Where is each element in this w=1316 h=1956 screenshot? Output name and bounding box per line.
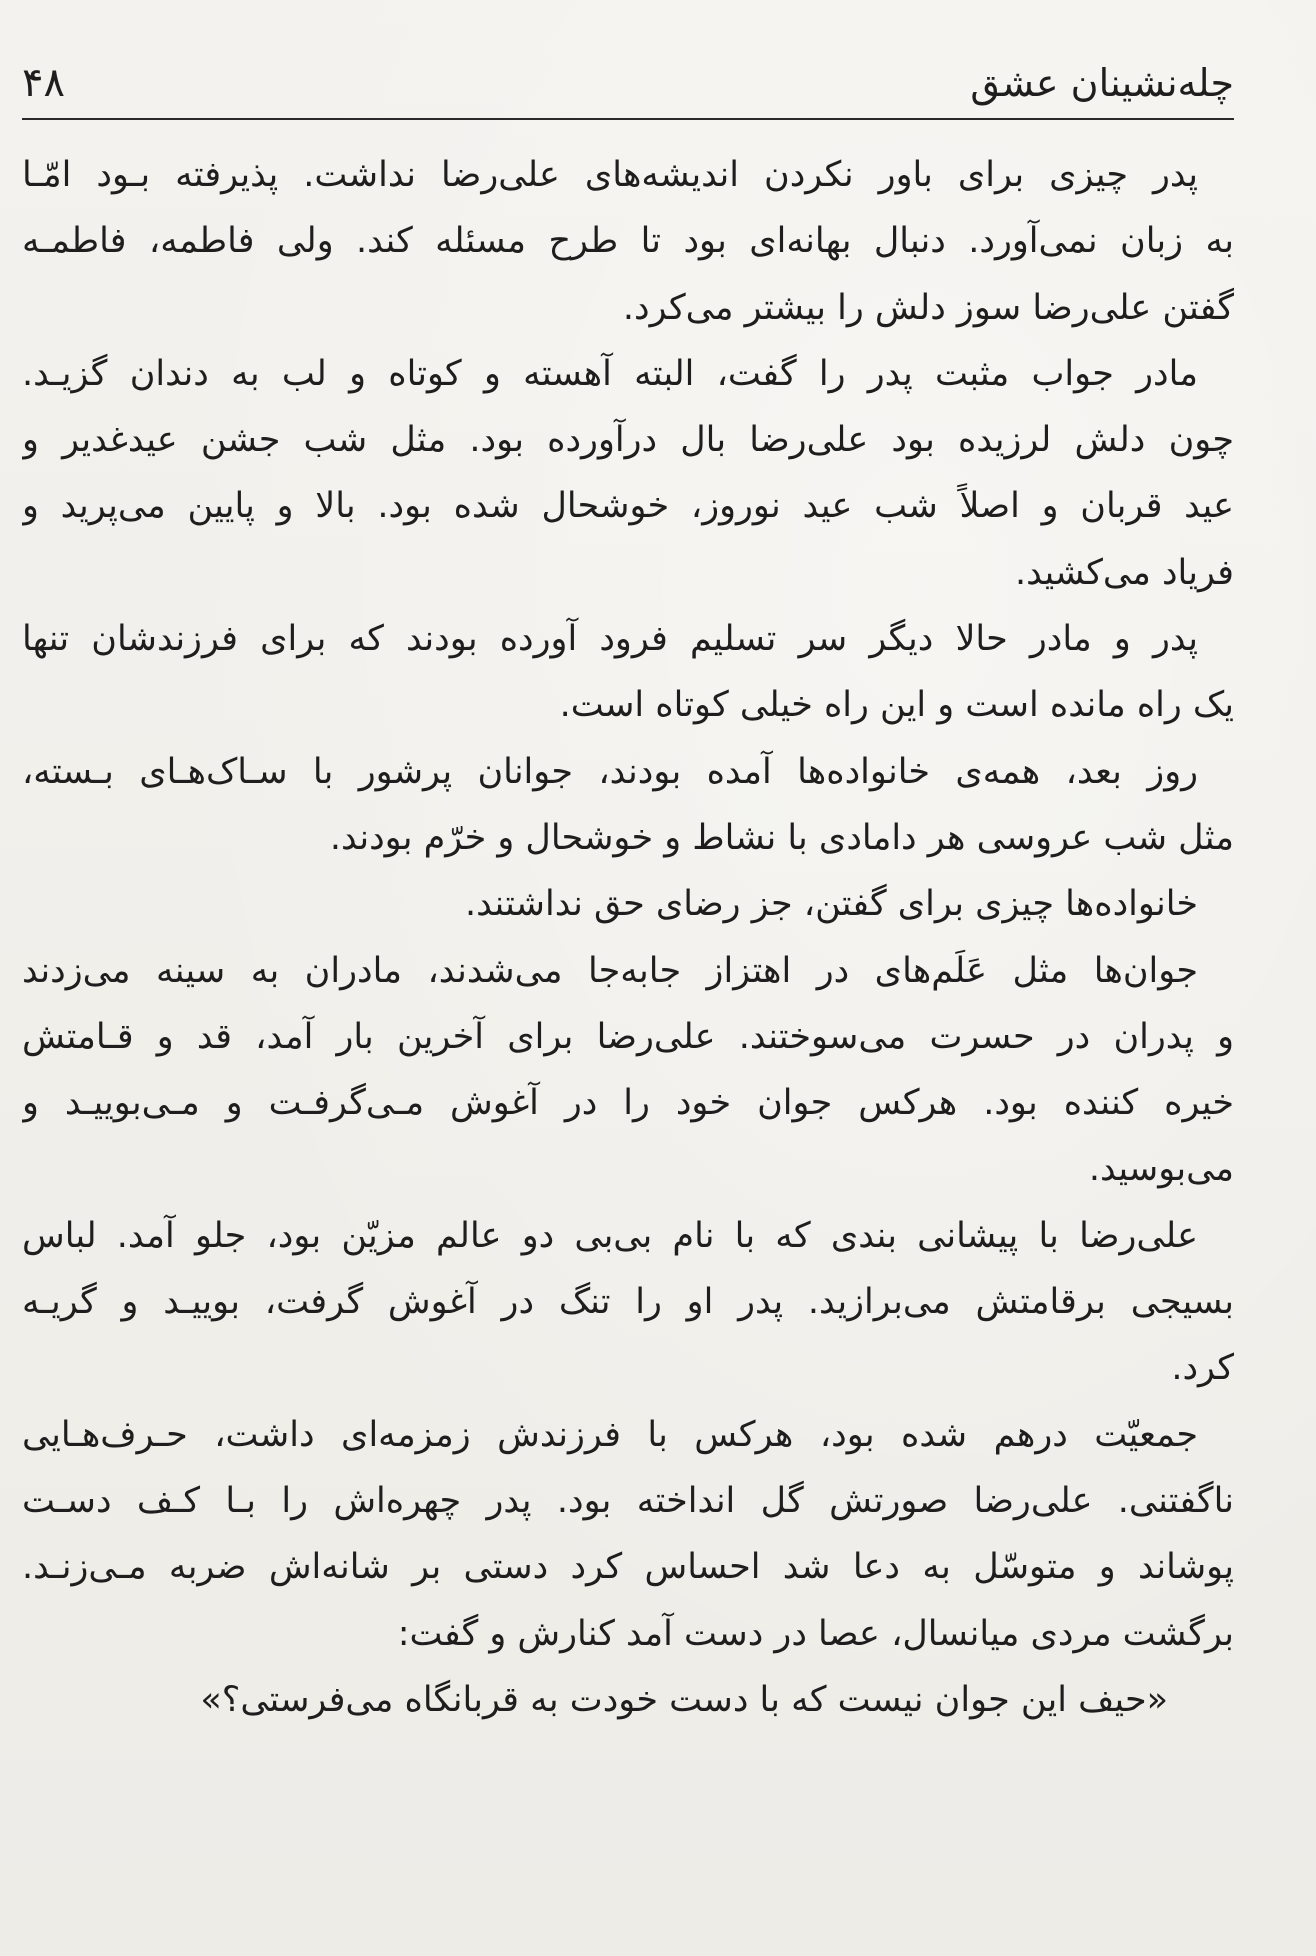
text-line: پدر و مادر حالا دیگر سر تسلیم فرود آورده بودند که برای فرزندشان تنها xyxy=(22,619,1198,660)
text-line: خانواده‌ها چیزی برای گفتن، جز رضای حق نداشتند. xyxy=(465,884,1198,925)
text-line: یک راه مانده است و این راه خیلی کوتاه است. xyxy=(559,685,1234,726)
text-line: پوشاند و متوسّل به دعا شد احساس کرد دستی بر شانه‌اش ضربه مـی‌زنـد. xyxy=(22,1547,1234,1588)
text-line: ناگفتنی. علی‌رضا صورتش گل انداخته بود. پدر چهره‌اش را بـا کـف دسـت xyxy=(22,1480,1234,1521)
text-line: روز بعد، همه‌ی خانواده‌ها آمده بودند، جوانان پرشور با سـاک‌هـای بـسته، xyxy=(22,751,1198,792)
text-line: خیره کننده بود. هرکس جوان خود را در آغوش مـی‌گرفـت و مـی‌بوییـد و xyxy=(22,1083,1234,1124)
text-line: گفتن علی‌رضا سوز دلش را بیشتر می‌کرد. xyxy=(622,287,1234,328)
text-line: فریاد می‌کشید. xyxy=(1014,552,1234,593)
text-line: جمعیّت درهم شده بود، هرکس با فرزندش زمزمه‌ای داشت، حـرف‌هـایی xyxy=(22,1414,1198,1455)
header-divider xyxy=(22,118,1234,120)
text-line: چون دلش لرزیده بود علی‌رضا بال درآورده بود. مثل شب جشن عیدغدیر و xyxy=(22,420,1234,461)
text-line: می‌بوسید. xyxy=(1088,1149,1234,1190)
text-line: و پدران در حسرت می‌سوختند. علی‌رضا برای آخرین بار آمد، قد و قـامتش xyxy=(22,1016,1234,1057)
page-number: ۴۸ xyxy=(22,60,65,106)
text-line: علی‌رضا با پیشانی بندی که با نام بی‌بی دو عالم مزیّن بود، جلو آمد. لباس xyxy=(22,1215,1198,1256)
text-line: عید قربان و اصلاً شب عید نوروز، خوشحال شده بود. بالا و پایین می‌پرید و xyxy=(22,486,1234,527)
text-line: کرد. xyxy=(1171,1348,1234,1389)
text-line: مثل شب عروسی هر دامادی با نشاط و خوشحال و خرّم بودند. xyxy=(329,817,1234,858)
quote-line: «حیف این جوان نیست که با دست خودت به قربانگاه می‌فرستی؟» xyxy=(200,1679,1168,1720)
text-line: مادر جواب مثبت پدر را گفت، البته آهسته و کوتاه و لب به دندان گزیـد. xyxy=(22,353,1198,394)
text-line: جوان‌ها مثل عَلَم‌های در اهتزاز جابه‌جا می‌شدند، مادران به سینه می‌زدند xyxy=(22,950,1198,991)
text-line: بسیجی برقامتش می‌برازید. پدر او را تنگ در آغوش گرفت، بوییـد و گریـه xyxy=(22,1282,1234,1323)
body-text xyxy=(22,142,1234,1733)
text-line: برگشت مردی میانسال، عصا در دست آمد کنارش و گفت: xyxy=(397,1613,1234,1654)
text-line: پدر چیزی برای باور نکردن اندیشه‌های علی‌رضا نداشت. پذیرفته بـود امّـا xyxy=(22,155,1198,195)
page-header xyxy=(22,58,1234,120)
book-title: چله‌نشینان عشق xyxy=(970,61,1234,105)
text-line: به زبان نمی‌آورد. دنبال بهانه‌ای بود تا طرح مسئله کند. ولی فاطمه، فاطمـه xyxy=(22,221,1234,262)
